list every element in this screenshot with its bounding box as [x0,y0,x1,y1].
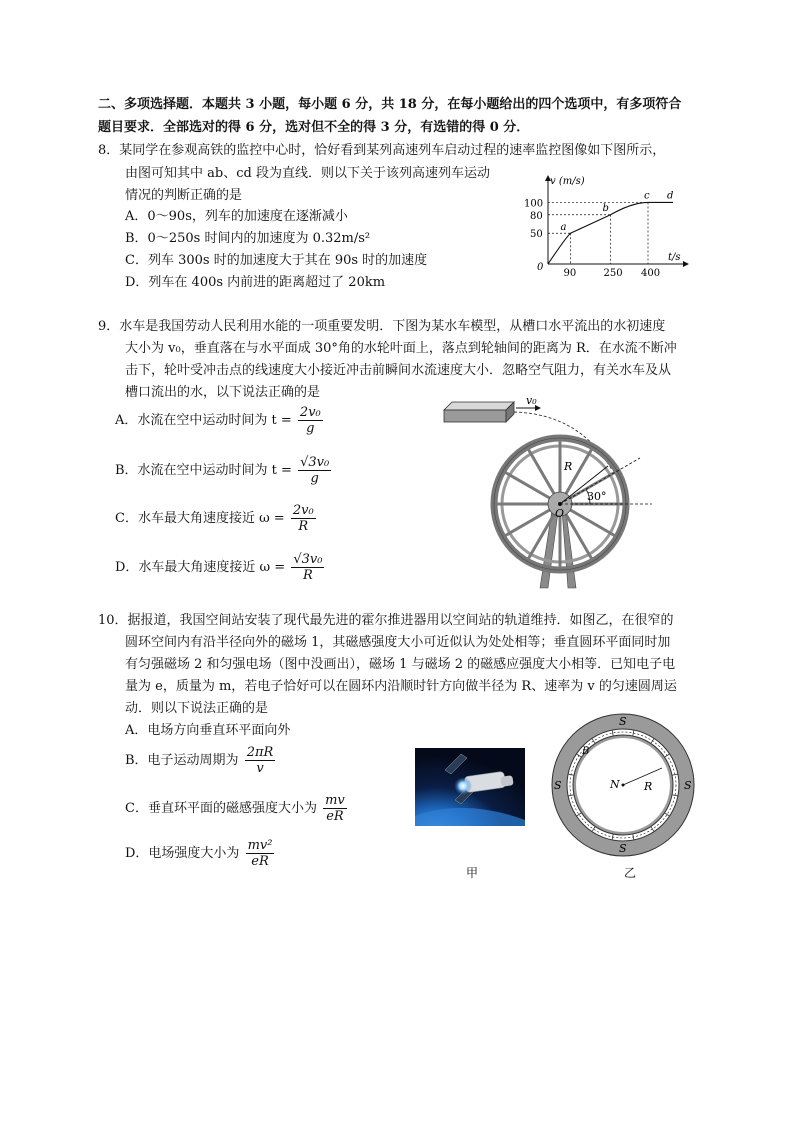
q9-line2: 大小为 v₀，垂直落在与水平面成 30°角的水轮叶面上，落点到轮轴间的距离为 R．在水流不断冲 [125,341,677,356]
q8-line1: 8．某同学在参观高铁的监控中心时，恰好看到某列高速列车启动过程的速率监控图像如下图所示， [98,143,666,158]
q10-option-b-fraction [245,745,276,776]
figure-jia-caption: 甲 [466,866,479,880]
frac-denominator: g [310,471,319,486]
y-tick-label: 50 [530,229,543,241]
q9-option-a [115,405,323,437]
q9-option-d [115,552,324,584]
point-label-d: d [667,190,674,202]
center-n-label: N [610,778,620,791]
q8-line2: 由图可知其中 ab、cd 段为直线．则以下关于该列高速列车运动 [125,166,490,181]
q10-option-c [125,793,347,825]
q9-option-d-fraction [291,552,324,583]
y-tick-label: 80 [530,210,543,222]
origin-label: 0 [537,262,544,273]
frac-denominator: R [302,568,313,583]
frac-numerator: 2πR [246,745,274,760]
q9-line4: 槽口流出的水，以下说法正确的是 [125,385,321,400]
waterwheel-figure [440,392,665,592]
q9-option-c-fraction [291,503,316,534]
frac-denominator: v [256,761,264,776]
y-tick-label: 100 [524,198,544,210]
point-label-b: b [602,202,609,214]
q10-line4: 量为 e，质量为 m，若电子恰好可以在圆环内沿顺时针方向做半径为 R、速率为 v 的匀速圆周运 [125,679,677,694]
pole-left-label: S [554,779,562,792]
space-station-photo [415,748,525,826]
q8-line3: 情况的判断正确的是 [125,188,243,203]
q9-line3: 击下，轮叶受冲击点的线速度大小接近冲击前瞬间水流速度大小．忽略空气阻力，有关水车及从 [125,363,672,378]
q10-option-c-fraction [323,793,347,824]
q10-line5: 动．则以下说法正确的是 [125,701,269,716]
x-tick-label: 400 [641,268,661,279]
frac-denominator: eR [326,809,344,824]
q9-option-a-fraction [298,405,323,436]
q9-option-b-fraction [298,455,331,486]
q10-option-a: A．电场方向垂直环平面向外 [125,723,291,738]
thruster-glow [454,777,472,795]
frac-numerator: √3v₀ [293,552,323,567]
point-label-c: c [644,190,650,202]
section-heading-line2: 题目要求．全部选对的得 6 分，选对但不全的得 3 分，有选错的得 0 分． [98,120,530,135]
pole-right-label: S [684,779,692,792]
frac-denominator: R [298,519,309,534]
frac-numerator: √3v₀ [300,455,330,470]
frac-denominator: eR [251,854,269,869]
velocity-time-chart [520,170,690,282]
frac-denominator: g [306,421,315,436]
point-label-a: a [560,222,567,234]
pole-top-label: S [619,715,627,728]
q9-option-c [115,503,316,535]
q9-option-d-text: D．水车最大角速度接近 ω = [115,560,286,575]
q8-option-b: B．0～250s 时间内的加速度为 0.32m/s² [125,231,371,246]
q10-option-b [125,745,275,777]
x-axis-label: t/s [668,252,681,263]
axle-label: O [555,507,565,520]
q10-line2: 圆环空间内有沿半径向外的磁场 1，其磁感强度大小可近似认为处处相等；垂直圆环平面同时加 [125,635,671,650]
section-heading-line1: 二、多项选择题．本题共 3 小题，每小题 6 分，共 18 分，在每小题给出的四个选项中，有多项符合 [98,97,682,112]
pole-bottom-label: S [619,842,627,855]
q8-option-a: A．0～90s，列车的加速度在逐渐减小 [125,209,348,224]
magnetic-ring-figure [550,710,700,860]
figure-yi-caption: 乙 [624,866,637,880]
q10-option-d-fraction [246,838,275,869]
water-trough [444,402,514,422]
v0-label: v₀ [526,394,537,407]
field-b-label: B [582,746,590,757]
frac-numerator: 2v₀ [292,503,314,518]
q9-option-b [115,455,331,487]
angle-label: 30° [587,490,607,503]
radius-label: R [564,460,573,473]
q8-option-c: C．列车 300s 时的加速度大于其在 90s 时的加速度 [125,253,428,268]
q9-option-c-text: C．水车最大角速度接近 ω = [115,511,285,526]
ring-radius-label: R [644,780,653,793]
q10-option-c-text: C．垂直环平面的磁感强度大小为 [125,801,317,816]
q9-option-a-text: A．水流在空中运动时间为 t = [115,413,292,428]
q8-option-d: D．列车在 400s 内前进的距离超过了 20km [125,275,386,290]
q10-option-d-text: D．电场强度大小为 [125,846,240,861]
frac-numerator: mv [325,793,345,808]
q9-option-b-text: B．水流在空中运动时间为 t = [115,463,292,478]
q10-line3: 有匀强磁场 2 和匀强电场（图中没画出），磁场 1 与磁场 2 的磁感应强度大小相等．已知电子电 [125,657,676,672]
q9-line1: 9．水车是我国劳动人民利用水能的一项重要发明．下图为某水车模型，从槽口水平流出的水初速度 [98,319,666,334]
y-axis-label: v (m/s) [550,176,585,187]
x-tick-label: 250 [603,268,623,279]
x-tick-label: 90 [563,268,577,279]
frac-numerator: mv² [247,838,273,853]
q10-option-b-text: B．电子运动周期为 [125,753,239,768]
q10-line1: 10．据报道，我国空间站安装了现代最先进的霍尔推进器用以空间站的轨道维持．如图乙，在很窄的 [98,613,674,628]
frac-numerator: 2v₀ [299,405,321,420]
q10-option-d [125,838,274,870]
